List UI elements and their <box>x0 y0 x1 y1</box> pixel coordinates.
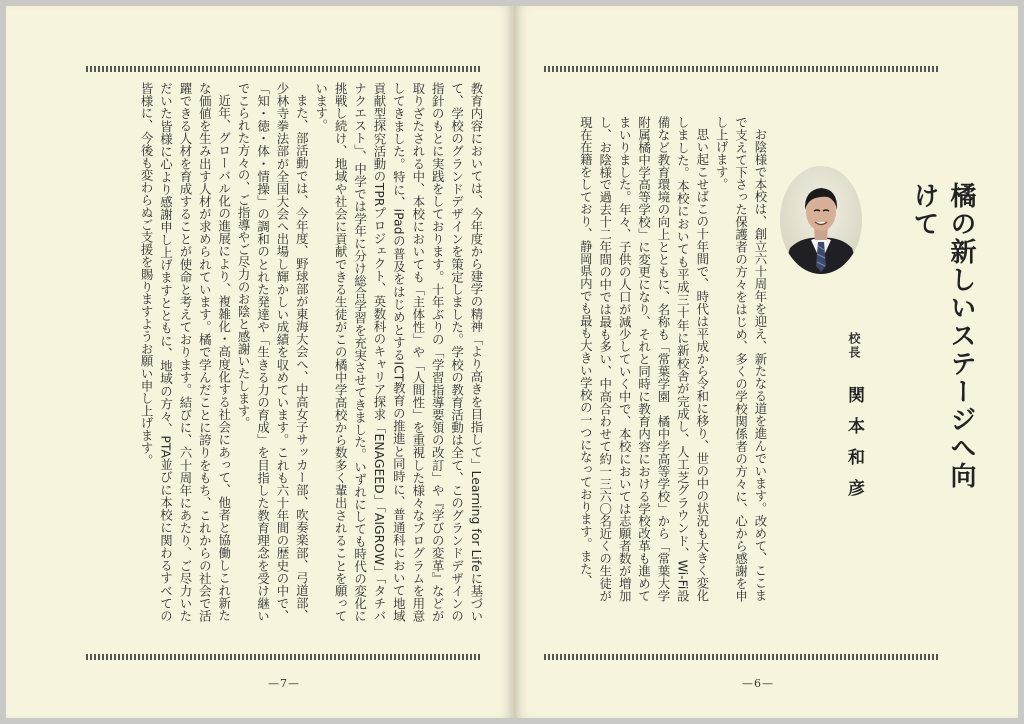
portrait-photo-icon <box>780 166 862 274</box>
right-page <box>514 6 1018 718</box>
bottom-dotted-rule <box>86 654 482 660</box>
page-number: —7— <box>268 677 300 690</box>
right-body-text <box>552 116 770 602</box>
right-paragraph: 思い起こせばこの十年間で、時代は平成から令和に移り、世の中の状況も大きく変化しました。本校においても平成三十年に新校舎が完成し、人工芝グラウンド、Wi-Fi設備など教育環境の向上とともに、名称も「常葉学園 橘中学高等学校」から「常葉大学附属橘中学高等学校」に変更になり、それと同時に教育内容における学校改革も進めてまいりました。年々、子供の人口が減少していく中で、本校においては志願者数が増加し、お陰様で過去十二年間の中では最も多い、中高合わせて約一三六〇名近くの生徒が現在在籍をしており、静岡県内でも最も大きい学校の一つになっております。また、 <box>578 116 710 602</box>
left-paragraph: また、部活動では、今年度、野球部が東海大会へ、中高女子サッカー部、吹奏楽部、弓道部、少林寺拳法部が全国大会へ出場し輝かしい成績を収めています。これも六十年間の歴史の中で、「知・徳・体・情操」の調和のとれた発達や「生きる力の育成」を目指した教育理念を受け継いでこられた方々の、ご指導やご尽力のお陰と感謝いたします。 <box>236 82 310 622</box>
booklet-spread <box>6 6 1018 718</box>
right-paragraph: お陰様で本校は、創立六十周年を迎え、新たなる道を進んでいます。改めて、ここまで支えて下さった保護者の方々をはじめ、多くの学校関係者の方々に、心から感謝を申し上げます。 <box>714 116 768 602</box>
author-name: 関本和彦 <box>844 386 864 510</box>
top-dotted-rule <box>86 66 482 72</box>
top-dotted-rule <box>544 66 940 72</box>
left-paragraph: 近年、グローバル化の進展により、複雑化・高度化する社会にあって、他者と協働しこれ新たな価値を生み出す人材が求められています。橘で学んだことに誇りをもち、これからの社会で活躍できる人材を育成することが使命と考えております。結びに、六十周年にあたり、ご尽力いただいた皆様に心より感謝申し上げますとともに、地域の方々、PTA並びに本校に関わるすべての皆様に、今後も変わらぬご支援を賜りますようお願い申し上げます。 <box>139 82 232 622</box>
page-number: —6— <box>742 677 774 690</box>
left-body-text <box>98 82 486 622</box>
principal-portrait-photo <box>780 166 862 274</box>
author-role: 校長 <box>847 332 861 360</box>
bottom-dotted-rule <box>544 654 940 660</box>
left-paragraph-continued: 教育内容においては、今年度から建学の精神「より高きを目指して」Learning for Lifeに基づいて、学校のグランドデザインを策定しました。学校の教育活動は全て、このグランドデザインの指針のもとに実践をしております。十年ぶりの「学習指導要領の改訂」や『学びの変革』などが取りざたされる中、本校においても「主体性」や「人間性」を重視した様々なプログラムを用意してきました。特に、iPadの普及をはじめとするICT教育の推進と同時に、普通科において地域貢献型探究活動のTPRプロジェクト、英数科のキャリア探求「ENAGEED」「AIGROW」「タチバナクエスト」、中学では学年に分け総合学習を充実させてきました。いずれにしても時代の変化に挑戦し続け、地域や社会に貢献できる生徒がこの橘中学高校から数多く輩出されることを願っています。 <box>313 82 484 622</box>
article-title: 橘の新しいステージへ向けて <box>909 182 976 490</box>
left-page <box>6 6 514 718</box>
